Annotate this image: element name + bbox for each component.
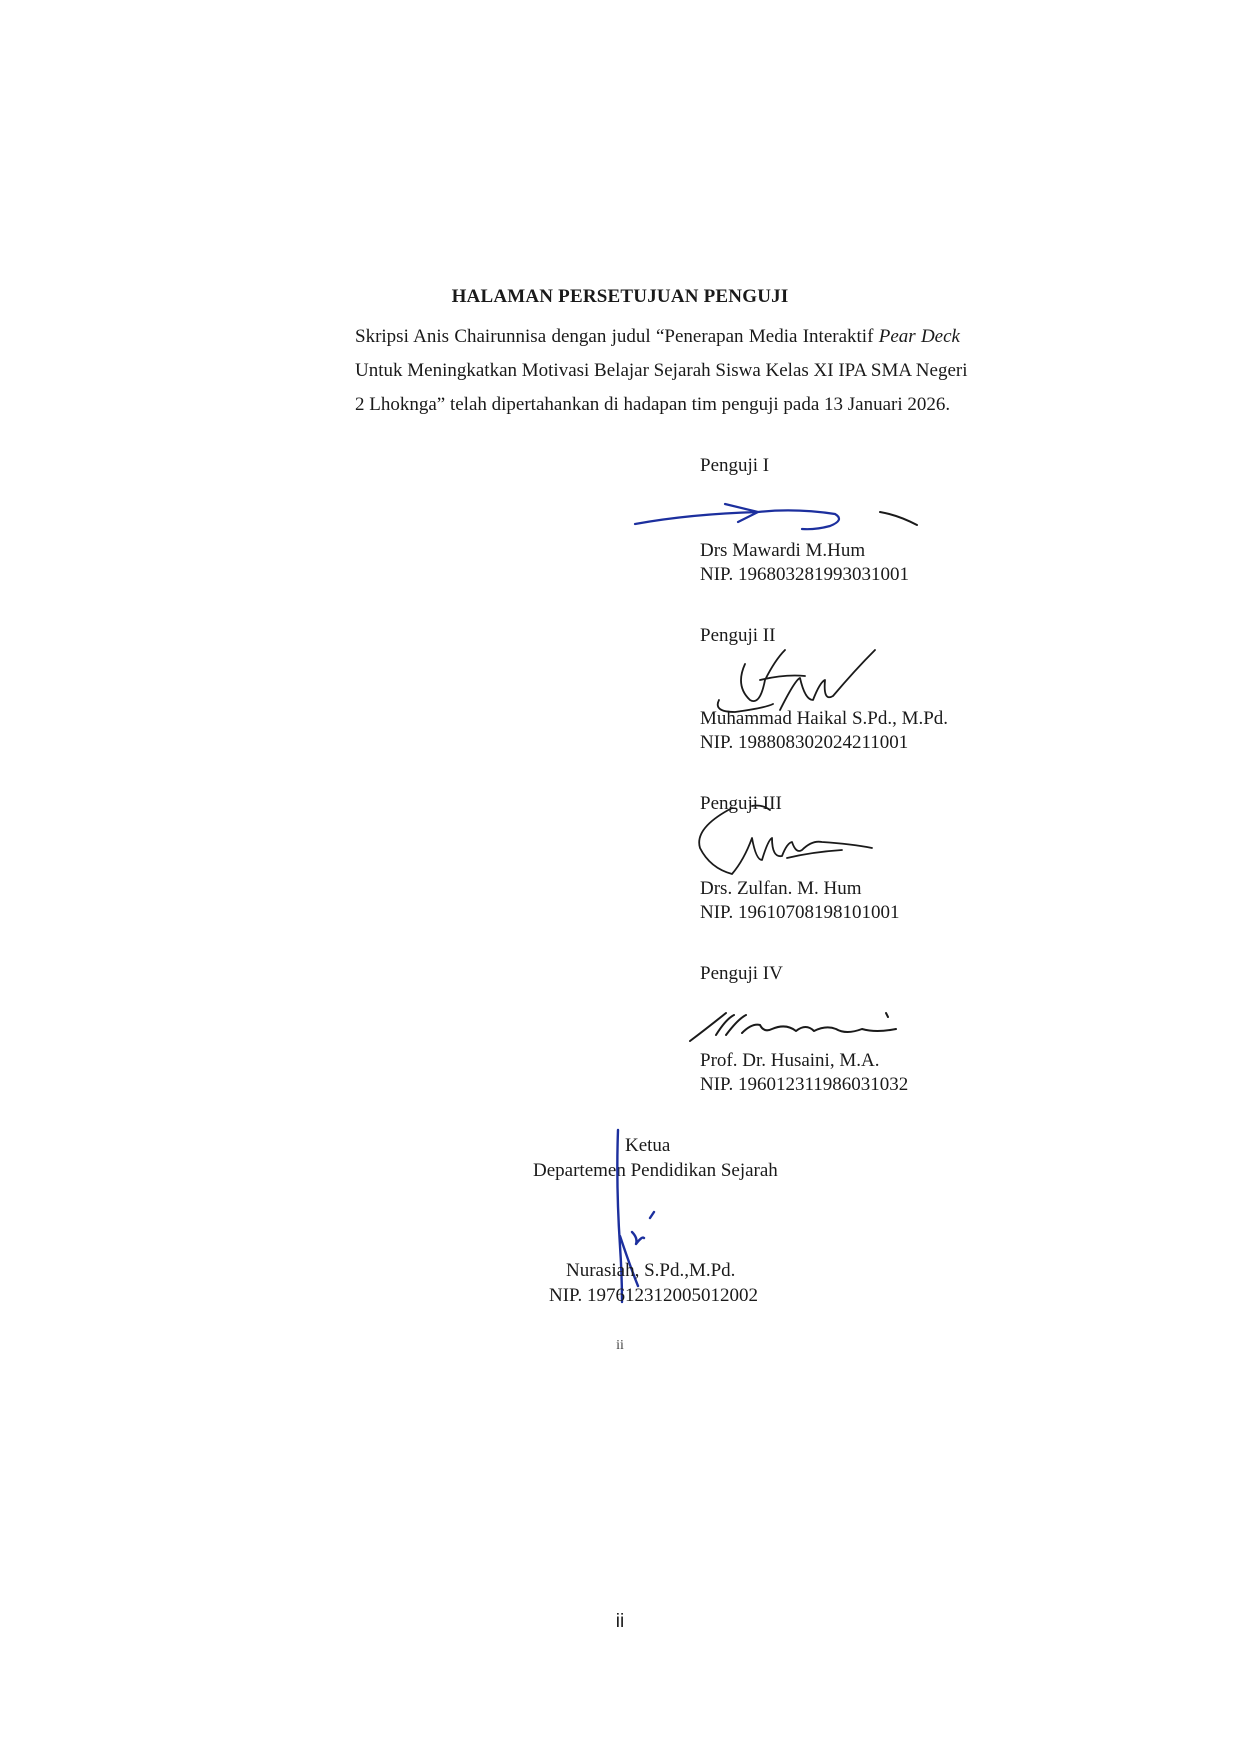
page-number: ii <box>615 1611 625 1632</box>
examiner-3-role: Penguji III <box>700 793 782 814</box>
examiner-3-nip: NIP. 19610708198101001 <box>700 902 900 923</box>
examiner-1-nip: NIP. 196803281993031001 <box>700 564 910 585</box>
small-page-mark: ii <box>616 1338 624 1353</box>
paragraph-line-2: Untuk Meningkatkan Motivasi Belajar Sejarah Siswa Kelas XI IPA SMA Negeri <box>355 360 968 381</box>
paragraph-line-1 <box>355 320 960 353</box>
examiner-3-name: Drs. Zulfan. M. Hum <box>700 878 862 899</box>
head-nip: NIP. 197612312005012002 <box>549 1285 759 1306</box>
examiner-1-signature <box>630 490 930 530</box>
head-department: Departemen Pendidikan Sejarah <box>533 1160 778 1181</box>
examiner-2-role: Penguji II <box>700 625 776 646</box>
examiner-4-signature <box>686 1005 906 1045</box>
examiner-4-role: Penguji IV <box>700 963 783 984</box>
paragraph-italic-title: Pear Deck <box>878 326 960 347</box>
paragraph-text-1: Skripsi Anis Chairunnisa dengan judul “Penerapan Media Interaktif <box>355 326 879 347</box>
paragraph-line-3: 2 Lhoknga” telah dipertahankan di hadapan tim penguji pada 13 Januari 2026. <box>355 394 951 415</box>
examiner-4-name: Prof. Dr. Husaini, M.A. <box>700 1050 880 1071</box>
page-title: HALAMAN PERSETUJUAN PENGUJI <box>451 286 789 307</box>
examiner-4-nip: NIP. 196012311986031032 <box>700 1074 909 1095</box>
examiner-1-role: Penguji I <box>700 455 770 476</box>
examiner-1-name: Drs Mawardi M.Hum <box>700 540 866 561</box>
examiner-2-nip: NIP. 198808302024211001 <box>700 732 909 753</box>
examiner-2-name: Muhammad Haikal S.Pd., M.Pd. <box>700 708 949 729</box>
head-title: Ketua <box>625 1135 671 1156</box>
head-name: Nurasiah, S.Pd.,M.Pd. <box>566 1260 736 1281</box>
examiner-3-signature <box>692 798 882 888</box>
